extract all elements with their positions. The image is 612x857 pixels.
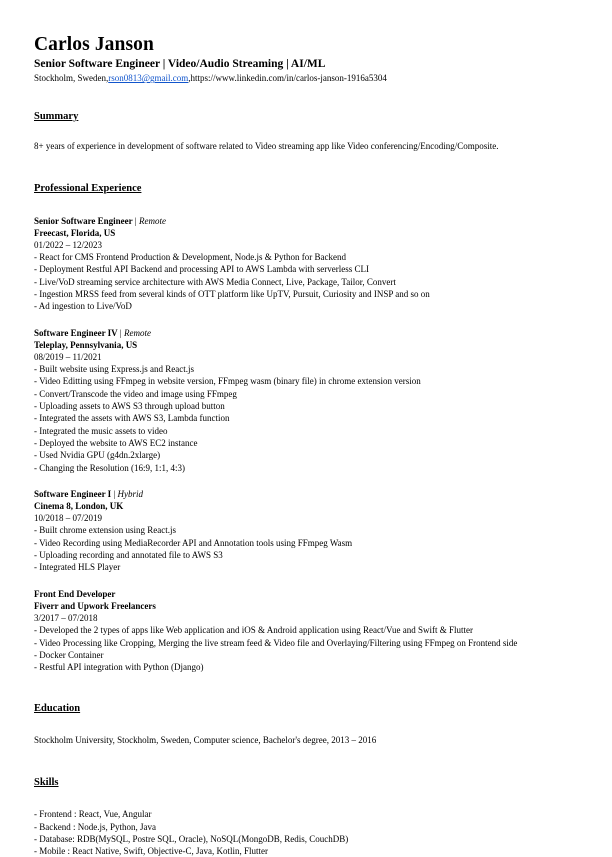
job-work-mode: Remote: [123, 327, 151, 338]
job-bullet: - Built website using Express.js and React.js: [34, 364, 194, 375]
job-title-separator: |: [111, 489, 118, 500]
job-role: Software Engineer IV: [34, 327, 118, 338]
email-link[interactable]: rson0813@gmail.com: [108, 73, 189, 84]
job-bullet: - Integrated the assets with AWS S3, Lambda function: [34, 413, 230, 424]
job-bullet: - Built chrome extension using React.js: [34, 525, 176, 536]
job-company: Fiverr and Upwork Freelancers: [34, 600, 156, 611]
job-title: [34, 488, 578, 500]
skills-list: [34, 808, 578, 857]
linkedin-url[interactable]: https://www.linkedin.com/in/carlos-janson-1916a5304: [190, 73, 387, 84]
job-bullet: - Video Recording using MediaRecorder API and Annotation tools using FFmpeg Wasm: [34, 537, 353, 548]
job-dates: 08/2019 – 11/2021: [34, 351, 102, 362]
job-bullet: - Changing the Resolution (16:9, 1:1, 4:3): [34, 462, 185, 473]
candidate-headline: Senior Software Engineer | Video/Audio Streaming | AI/ML: [34, 57, 326, 70]
job-work-mode: Remote: [138, 215, 166, 226]
job-role: Software Engineer I: [34, 489, 112, 500]
skill-item: - Database: RDB(MySQL, Postre SQL, Oracle), NoSQL(MongoDB, Redis, CouchDB): [34, 833, 349, 844]
contact-line: [34, 73, 578, 85]
job-dates: 01/2022 – 12/2023: [34, 239, 103, 250]
summary-heading: Summary: [34, 110, 79, 122]
job-bullet: - Integrated the music assets to video: [34, 425, 168, 436]
job-list: [34, 215, 578, 674]
job-bullet: - Developed the 2 types of apps like Web application and iOS & Android application using React/Vue and Swift & Flutter: [34, 625, 473, 636]
skill-item: - Frontend : React, Vue, Angular: [34, 809, 152, 820]
job-bullet: - React for CMS Frontend Production & Development, Node.js & Python for Backend: [34, 252, 346, 262]
job-entry: [34, 215, 578, 313]
job-title: [34, 215, 578, 227]
job-bullet: - Ad ingestion to Live/VoD: [34, 301, 132, 312]
job-bullet: - Live/VoD streaming service architecture with AWS Media Connect, Live, Package, Tailor, Convert: [34, 276, 396, 287]
job-title-separator: |: [117, 327, 124, 338]
job-bullet: - Video Processing like Cropping, Merging the live stream feed & Video file and Overlaying/Filtering using FFmpeg on Frontend side: [34, 637, 518, 648]
job-company: Cinema 8, London, UK: [34, 501, 124, 512]
job-entry: [34, 327, 578, 474]
job-company: Freecast, Florida, US: [34, 227, 116, 238]
job-title-separator: |: [132, 215, 139, 226]
job-entry: [34, 588, 578, 674]
job-bullet: - Docker Container: [34, 649, 104, 660]
job-bullet: - Deployed the website to AWS EC2 instance: [34, 438, 198, 449]
experience-heading: Professional Experience: [34, 182, 142, 194]
job-work-mode: Hybrid: [117, 489, 143, 500]
job-bullet: - Used Nvidia GPU (g4dn.2xlarge): [34, 450, 161, 461]
skill-item: - Backend : Node.js, Python, Java: [34, 821, 156, 832]
skill-item: - Mobile : React Native, Swift, Objective-C, Java, Kotlin, Flutter: [34, 846, 268, 857]
job-role: Front End Developer: [34, 588, 116, 599]
job-bullet-list: [34, 624, 578, 673]
contact-separator: ,: [188, 73, 191, 84]
education-heading: Education: [34, 703, 81, 715]
job-title: [34, 327, 578, 339]
skills-heading: Skills: [34, 777, 59, 789]
education-text: Stockholm University, Stockholm, Sweden, Computer science, Bachelor's degree, 2013 – 2016: [34, 735, 377, 746]
job-bullet: - Deployment Restful API Backend and processing API to AWS Lambda with serverless CLI: [34, 264, 369, 275]
job-bullet: - Video Editting using FFmpeg in website version, FFmpeg wasm (binary file) in chrome extension version: [34, 376, 421, 387]
job-dates: 10/2018 – 07/2019: [34, 513, 103, 524]
job-bullet: - Convert/Transcode the video and image using FFmpeg: [34, 388, 237, 399]
job-bullet: - Integrated HLS Player: [34, 562, 121, 573]
experience-section: [34, 178, 578, 674]
summary-section: [34, 106, 578, 153]
job-bullet: - Restful API integration with Python (Django): [34, 662, 204, 673]
contact-location: Stockholm, Sweden,: [34, 73, 109, 84]
job-bullet: - Ingestion MRSS feed from several kinds of OTT platform like UpTV, Pursuit, Curiosity and INSP and so on: [34, 288, 430, 299]
education-section: [34, 698, 578, 747]
job-bullet: - Uploading recording and annotated file to AWS S3: [34, 550, 223, 561]
job-bullet: - Uploading assets to AWS S3 through upload button: [34, 401, 225, 412]
summary-text: 8+ years of experience in development of software related to Video streaming app like Video conferencing/Encoding/Composite.: [34, 140, 499, 151]
job-role: Senior Software Engineer: [34, 215, 133, 226]
job-title: [34, 588, 578, 600]
skills-section: [34, 772, 578, 857]
job-bullet-list: [34, 363, 578, 474]
job-bullet-list: [34, 251, 578, 313]
job-bullet-list: [34, 524, 578, 573]
job-dates: 3/2017 – 07/2018: [34, 613, 98, 624]
job-entry: [34, 488, 578, 574]
job-company: Teleplay, Pennsylvania, US: [34, 339, 138, 350]
candidate-name: Carlos Janson: [34, 34, 154, 55]
